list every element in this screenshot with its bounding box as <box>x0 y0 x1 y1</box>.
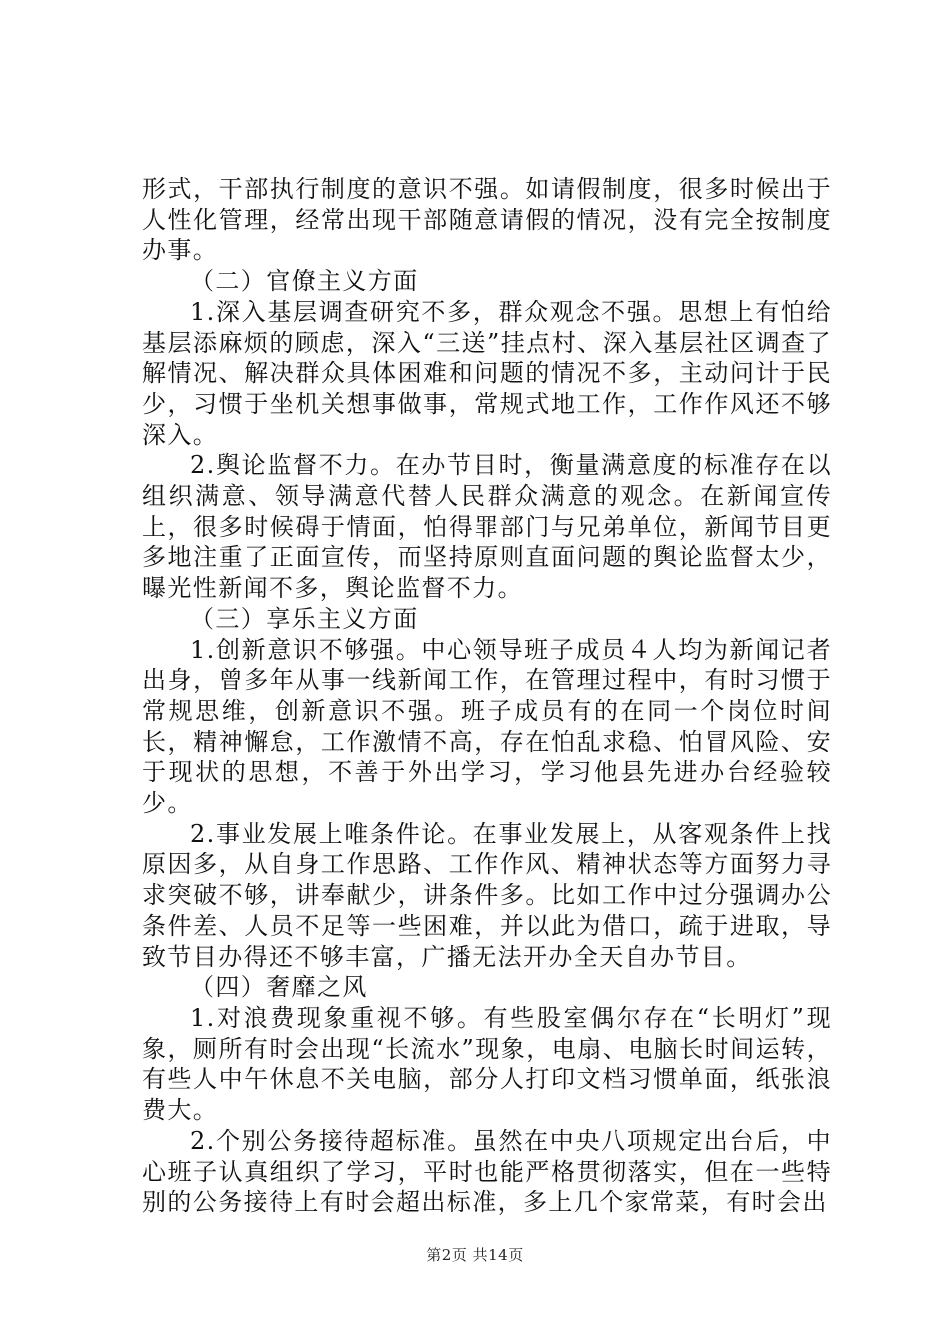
section-heading-hedonism: （三）享乐主义方面 <box>190 604 419 633</box>
list-item: 1.深入基层调查研究不多，群众观念不强。思想上有怕给基层添麻烦的顾虑，深入“三送”挂点村、深入基层社区调查了解情况、解决群众具体困难和问题的情况不多，主动问计于民少，习惯于坐机关想事做事，常规式地工作，工作作风还不够深入。 <box>142 297 832 449</box>
document-body <box>142 174 832 1218</box>
list-item: 2.个别公务接待超标准。虽然在中央八项规定出台后，中心班子认真组织了学习，平时也能严格贯彻落实，但在一些特别的公务接待上有时会超出标准，多上几个家常菜，有时会出 <box>142 1126 832 1217</box>
list-item: 2.舆论监督不力。在办节目时，衡量满意度的标准存在以组织满意、领导满意代替人民群众满意的观念。在新闻宣传上，很多时候碍于情面，怕得罪部门与兄弟单位，新闻节目更多地注重了正面宣传，而坚持原则直面问题的舆论监督太少，曝光性新闻不多，舆论监督不力。 <box>142 451 832 603</box>
list-item: 2.事业发展上唯条件论。在事业发展上，从客观条件上找原因多，从自身工作思路、工作作风、精神状态等方面努力寻求突破不够，讲奉献少，讲条件多。比如工作中过分强调办公条件差、人员不足等一些困难，并以此为借口，疏于进取，导致节目办得还不够丰富，广播无法开办全天自办节目。 <box>142 819 832 971</box>
list-item: 1.创新意识不够强。中心领导班子成员４人均为新闻记者出身，曾多年从事一线新闻工作，在管理过程中，有时习惯于常规思维，创新意识不强。班子成员有的在同一个岗位时间长，精神懈怠，工作激情不高，存在怕乱求稳、怕冒风险、安于现状的思想，不善于外出学习，学习他县先进办台经验较少。 <box>142 635 832 818</box>
page-number-footer: 第2页 共14页 <box>426 1246 524 1264</box>
list-item: 1.对浪费现象重视不够。有些股室偶尔存在“长明灯”现象，厕所有时会出现“长流水”现象，电扇、电脑长时间运转，有些人中午休息不关电脑，部分人打印文档习惯单面，纸张浪费大。 <box>142 1003 832 1125</box>
section-heading-extravagance: （四）奢靡之风 <box>190 973 368 1002</box>
section-heading-bureaucratism: （二）官僚主义方面 <box>190 267 419 296</box>
paragraph-continuation: 形式，干部执行制度的意识不强。如请假制度，很多时候出于人性化管理，经常出现干部随意请假的情况，没有完全按制度办事。 <box>142 175 832 265</box>
